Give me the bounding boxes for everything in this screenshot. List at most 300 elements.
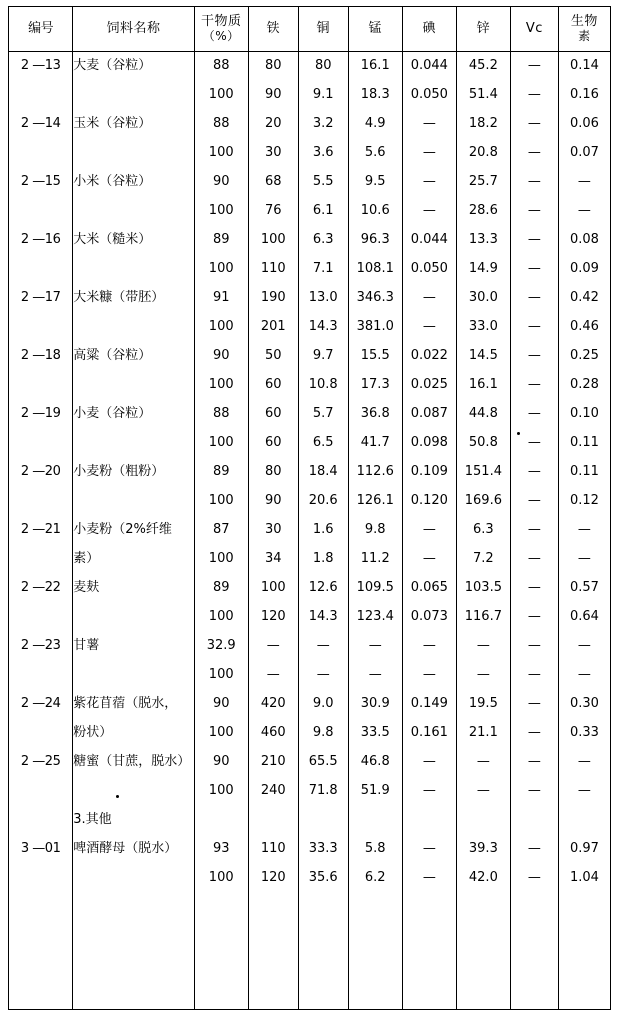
cell-dry-matter: 90 bbox=[194, 168, 248, 197]
table-row bbox=[9, 574, 611, 603]
cell-manganese: 109.5 bbox=[348, 574, 402, 603]
cell-empty bbox=[248, 980, 298, 1010]
cell-manganese: 9.8 bbox=[348, 516, 402, 545]
cell-iron: 210 bbox=[248, 748, 298, 777]
cell-iodine: 0.025 bbox=[402, 371, 456, 400]
cell-zinc: 30.0 bbox=[456, 284, 510, 313]
cell-zinc: 169.6 bbox=[456, 487, 510, 516]
cell-iron: 120 bbox=[248, 864, 298, 893]
cell-empty bbox=[456, 980, 510, 1010]
cell-vitamin-c: — bbox=[510, 516, 558, 545]
table-body bbox=[9, 52, 611, 1010]
cell-id: 2 —22 bbox=[9, 574, 73, 603]
cell-name: 大米（糙米） bbox=[73, 226, 194, 255]
table-row bbox=[9, 487, 611, 516]
cell-zinc: 28.6 bbox=[456, 197, 510, 226]
cell-copper: — bbox=[298, 661, 348, 690]
cell-biotin: 0.28 bbox=[558, 371, 610, 400]
cell-iron: 80 bbox=[248, 52, 298, 82]
cell-biotin: — bbox=[558, 661, 610, 690]
cell-biotin: 0.33 bbox=[558, 719, 610, 748]
cell-dry-matter: 89 bbox=[194, 458, 248, 487]
cell-id bbox=[9, 864, 73, 893]
cell-iodine: — bbox=[402, 777, 456, 806]
cell-dry-matter: 100 bbox=[194, 313, 248, 342]
cell-dry-matter: 100 bbox=[194, 255, 248, 284]
cell-name: 素） bbox=[73, 545, 194, 574]
cell-zinc: 13.3 bbox=[456, 226, 510, 255]
cell-vitamin-c: — bbox=[510, 255, 558, 284]
cell-manganese: 18.3 bbox=[348, 81, 402, 110]
column-header-vitamin-c: Vc bbox=[510, 7, 558, 52]
cell-copper: 9.8 bbox=[298, 719, 348, 748]
cell-name: 小麦粉（粗粉） bbox=[73, 458, 194, 487]
table-row bbox=[9, 516, 611, 545]
cell-manganese: 123.4 bbox=[348, 603, 402, 632]
cell-iron: 190 bbox=[248, 284, 298, 313]
cell-biotin: 1.04 bbox=[558, 864, 610, 893]
cell-biotin: 0.25 bbox=[558, 342, 610, 371]
cell-iron: 20 bbox=[248, 110, 298, 139]
cell-iodine: 0.149 bbox=[402, 690, 456, 719]
cell-empty bbox=[9, 806, 73, 835]
cell-biotin: 0.42 bbox=[558, 284, 610, 313]
cell-copper: 12.6 bbox=[298, 574, 348, 603]
cell-zinc: 50.8 bbox=[456, 429, 510, 458]
cell-zinc: 33.0 bbox=[456, 313, 510, 342]
table-row bbox=[9, 835, 611, 864]
cell-vitamin-c: — bbox=[510, 719, 558, 748]
cell-copper: 7.1 bbox=[298, 255, 348, 284]
cell-id: 2 —20 bbox=[9, 458, 73, 487]
table-row bbox=[9, 52, 611, 82]
cell-iodine: — bbox=[402, 110, 456, 139]
cell-iron: 460 bbox=[248, 719, 298, 748]
table-row bbox=[9, 748, 611, 777]
cell-dry-matter: 100 bbox=[194, 545, 248, 574]
cell-name: 大米糠（带胚） bbox=[73, 284, 194, 313]
cell-dry-matter: 100 bbox=[194, 777, 248, 806]
column-header-manganese: 锰 bbox=[348, 7, 402, 52]
cell-biotin: 0.11 bbox=[558, 458, 610, 487]
cell-empty bbox=[248, 951, 298, 980]
column-header-copper: 铜 bbox=[298, 7, 348, 52]
cell-iodine: — bbox=[402, 284, 456, 313]
cell-name bbox=[73, 429, 194, 458]
cell-iron: 30 bbox=[248, 139, 298, 168]
cell-manganese: 5.8 bbox=[348, 835, 402, 864]
column-header-dry-matter: 干物质 （%） bbox=[194, 7, 248, 52]
cell-vitamin-c: — bbox=[510, 632, 558, 661]
cell-id: 2 —24 bbox=[9, 690, 73, 719]
cell-manganese: 5.6 bbox=[348, 139, 402, 168]
cell-empty bbox=[558, 922, 610, 951]
cell-empty bbox=[558, 806, 610, 835]
cell-name: 小麦（谷粒） bbox=[73, 400, 194, 429]
cell-iodine: — bbox=[402, 748, 456, 777]
cell-zinc: 44.8 bbox=[456, 400, 510, 429]
cell-vitamin-c: — bbox=[510, 835, 558, 864]
table-row bbox=[9, 139, 611, 168]
cell-id bbox=[9, 81, 73, 110]
cell-iodine: 0.044 bbox=[402, 52, 456, 82]
cell-zinc: 116.7 bbox=[456, 603, 510, 632]
table-row bbox=[9, 313, 611, 342]
cell-empty bbox=[9, 951, 73, 980]
cell-manganese: 36.8 bbox=[348, 400, 402, 429]
cell-id: 2 —14 bbox=[9, 110, 73, 139]
scan-artifact-dot bbox=[116, 795, 119, 798]
cell-manganese: 346.3 bbox=[348, 284, 402, 313]
cell-iron: 60 bbox=[248, 371, 298, 400]
table-row bbox=[9, 661, 611, 690]
cell-name bbox=[73, 313, 194, 342]
cell-id bbox=[9, 719, 73, 748]
cell-iron: 240 bbox=[248, 777, 298, 806]
cell-empty bbox=[402, 951, 456, 980]
cell-empty bbox=[9, 922, 73, 951]
cell-vitamin-c: — bbox=[510, 139, 558, 168]
cell-biotin: 0.12 bbox=[558, 487, 610, 516]
cell-copper: 6.5 bbox=[298, 429, 348, 458]
cell-manganese: 51.9 bbox=[348, 777, 402, 806]
cell-name: 甘薯 bbox=[73, 632, 194, 661]
cell-iodine: 0.065 bbox=[402, 574, 456, 603]
cell-dry-matter: 88 bbox=[194, 110, 248, 139]
cell-zinc: 39.3 bbox=[456, 835, 510, 864]
cell-copper: 5.5 bbox=[298, 168, 348, 197]
cell-biotin: 0.08 bbox=[558, 226, 610, 255]
cell-zinc: 18.2 bbox=[456, 110, 510, 139]
cell-iodine: — bbox=[402, 516, 456, 545]
cell-iodine: — bbox=[402, 313, 456, 342]
cell-vitamin-c: — bbox=[510, 110, 558, 139]
cell-copper: 20.6 bbox=[298, 487, 348, 516]
column-header-name: 饲料名称 bbox=[73, 7, 194, 52]
cell-name: 粉状） bbox=[73, 719, 194, 748]
cell-name: 小米（谷粒） bbox=[73, 168, 194, 197]
cell-empty bbox=[402, 893, 456, 922]
cell-iron: 68 bbox=[248, 168, 298, 197]
cell-copper: 80 bbox=[298, 52, 348, 82]
cell-iodine: 0.073 bbox=[402, 603, 456, 632]
cell-iodine: 0.022 bbox=[402, 342, 456, 371]
table-row bbox=[9, 110, 611, 139]
cell-copper: 9.7 bbox=[298, 342, 348, 371]
cell-biotin: 0.09 bbox=[558, 255, 610, 284]
table-row bbox=[9, 371, 611, 400]
cell-id bbox=[9, 487, 73, 516]
table-row-empty bbox=[9, 893, 611, 922]
cell-vitamin-c: — bbox=[510, 603, 558, 632]
cell-vitamin-c: — bbox=[510, 342, 558, 371]
cell-zinc: 25.7 bbox=[456, 168, 510, 197]
cell-vitamin-c: — bbox=[510, 748, 558, 777]
table-row bbox=[9, 226, 611, 255]
cell-manganese: 126.1 bbox=[348, 487, 402, 516]
cell-vitamin-c: — bbox=[510, 545, 558, 574]
column-header-zinc: 锌 bbox=[456, 7, 510, 52]
cell-empty bbox=[73, 980, 194, 1010]
cell-vitamin-c: — bbox=[510, 574, 558, 603]
cell-vitamin-c: — bbox=[510, 81, 558, 110]
cell-manganese: 96.3 bbox=[348, 226, 402, 255]
table-row bbox=[9, 719, 611, 748]
cell-empty bbox=[510, 980, 558, 1010]
scan-artifact-dot-2 bbox=[517, 432, 520, 435]
cell-zinc: — bbox=[456, 777, 510, 806]
cell-dry-matter: 100 bbox=[194, 487, 248, 516]
cell-name: 大麦（谷粒） bbox=[73, 52, 194, 82]
cell-zinc: 14.9 bbox=[456, 255, 510, 284]
cell-empty bbox=[510, 951, 558, 980]
cell-dry-matter: 89 bbox=[194, 574, 248, 603]
cell-dry-matter: 88 bbox=[194, 400, 248, 429]
cell-iron: 201 bbox=[248, 313, 298, 342]
cell-empty bbox=[558, 951, 610, 980]
cell-biotin: 0.30 bbox=[558, 690, 610, 719]
cell-empty bbox=[298, 922, 348, 951]
cell-dry-matter: 100 bbox=[194, 603, 248, 632]
header-row bbox=[9, 7, 611, 52]
table-row bbox=[9, 545, 611, 574]
cell-biotin: 0.16 bbox=[558, 81, 610, 110]
cell-empty bbox=[456, 951, 510, 980]
cell-id: 2 —13 bbox=[9, 52, 73, 82]
cell-iron: — bbox=[248, 661, 298, 690]
cell-id: 3 —01 bbox=[9, 835, 73, 864]
cell-iron: 60 bbox=[248, 400, 298, 429]
column-header-iron: 铁 bbox=[248, 7, 298, 52]
cell-zinc: 21.1 bbox=[456, 719, 510, 748]
cell-vitamin-c: — bbox=[510, 429, 558, 458]
cell-id bbox=[9, 429, 73, 458]
cell-empty bbox=[298, 980, 348, 1010]
cell-biotin: — bbox=[558, 748, 610, 777]
cell-copper: 3.2 bbox=[298, 110, 348, 139]
cell-zinc: 45.2 bbox=[456, 52, 510, 82]
cell-biotin: — bbox=[558, 545, 610, 574]
cell-dry-matter: 90 bbox=[194, 690, 248, 719]
table-row bbox=[9, 255, 611, 284]
cell-manganese: 46.8 bbox=[348, 748, 402, 777]
cell-id: 2 —19 bbox=[9, 400, 73, 429]
cell-name: 啤酒酵母（脱水） bbox=[73, 835, 194, 864]
table-row bbox=[9, 603, 611, 632]
cell-iodine: — bbox=[402, 864, 456, 893]
cell-copper: 6.3 bbox=[298, 226, 348, 255]
cell-biotin: 0.10 bbox=[558, 400, 610, 429]
cell-vitamin-c: — bbox=[510, 690, 558, 719]
cell-id bbox=[9, 197, 73, 226]
cell-empty bbox=[402, 980, 456, 1010]
cell-copper: — bbox=[298, 632, 348, 661]
cell-name bbox=[73, 487, 194, 516]
cell-id: 2 —16 bbox=[9, 226, 73, 255]
cell-zinc: 19.5 bbox=[456, 690, 510, 719]
cell-empty bbox=[248, 922, 298, 951]
cell-empty bbox=[194, 922, 248, 951]
cell-manganese: 108.1 bbox=[348, 255, 402, 284]
cell-biotin: 0.06 bbox=[558, 110, 610, 139]
table-row bbox=[9, 81, 611, 110]
cell-manganese: 33.5 bbox=[348, 719, 402, 748]
cell-iodine: — bbox=[402, 139, 456, 168]
cell-empty bbox=[456, 806, 510, 835]
cell-biotin: — bbox=[558, 632, 610, 661]
cell-copper: 18.4 bbox=[298, 458, 348, 487]
cell-biotin: — bbox=[558, 197, 610, 226]
cell-empty bbox=[194, 951, 248, 980]
cell-iron: 420 bbox=[248, 690, 298, 719]
cell-biotin: — bbox=[558, 168, 610, 197]
cell-vitamin-c: — bbox=[510, 864, 558, 893]
cell-name: 玉米（谷粒） bbox=[73, 110, 194, 139]
cell-iron: 60 bbox=[248, 429, 298, 458]
cell-empty bbox=[194, 806, 248, 835]
cell-name bbox=[73, 603, 194, 632]
cell-vitamin-c: — bbox=[510, 371, 558, 400]
cell-iron: 120 bbox=[248, 603, 298, 632]
cell-manganese: 16.1 bbox=[348, 52, 402, 82]
cell-iron: 34 bbox=[248, 545, 298, 574]
cell-manganese: 381.0 bbox=[348, 313, 402, 342]
table-row bbox=[9, 632, 611, 661]
cell-manganese: 112.6 bbox=[348, 458, 402, 487]
cell-iodine: 0.044 bbox=[402, 226, 456, 255]
cell-vitamin-c: — bbox=[510, 197, 558, 226]
cell-name bbox=[73, 81, 194, 110]
cell-vitamin-c: — bbox=[510, 284, 558, 313]
cell-copper: 35.6 bbox=[298, 864, 348, 893]
cell-manganese: 11.2 bbox=[348, 545, 402, 574]
cell-copper: 6.1 bbox=[298, 197, 348, 226]
cell-zinc: 42.0 bbox=[456, 864, 510, 893]
cell-name: 麦麸 bbox=[73, 574, 194, 603]
table-header bbox=[9, 7, 611, 52]
cell-iron: 50 bbox=[248, 342, 298, 371]
table-row bbox=[9, 458, 611, 487]
cell-copper: 13.0 bbox=[298, 284, 348, 313]
cell-copper: 9.1 bbox=[298, 81, 348, 110]
cell-dry-matter: 100 bbox=[194, 429, 248, 458]
cell-empty bbox=[456, 922, 510, 951]
cell-zinc: 103.5 bbox=[456, 574, 510, 603]
cell-copper: 65.5 bbox=[298, 748, 348, 777]
table-row bbox=[9, 864, 611, 893]
cell-name: 糖蜜（甘蔗，脱水） bbox=[73, 748, 194, 777]
cell-biotin: 0.64 bbox=[558, 603, 610, 632]
cell-zinc: 16.1 bbox=[456, 371, 510, 400]
cell-dry-matter: 90 bbox=[194, 748, 248, 777]
cell-manganese: — bbox=[348, 661, 402, 690]
cell-id: 2 —17 bbox=[9, 284, 73, 313]
cell-name bbox=[73, 777, 194, 806]
cell-empty bbox=[348, 806, 402, 835]
cell-iron: 100 bbox=[248, 574, 298, 603]
cell-dry-matter: 93 bbox=[194, 835, 248, 864]
cell-iron: 100 bbox=[248, 226, 298, 255]
cell-name bbox=[73, 661, 194, 690]
cell-empty bbox=[298, 893, 348, 922]
column-header-iodine: 碘 bbox=[402, 7, 456, 52]
cell-empty bbox=[348, 922, 402, 951]
cell-copper: 14.3 bbox=[298, 603, 348, 632]
cell-copper: 9.0 bbox=[298, 690, 348, 719]
cell-manganese: 4.9 bbox=[348, 110, 402, 139]
cell-empty bbox=[348, 893, 402, 922]
cell-biotin: 0.46 bbox=[558, 313, 610, 342]
cell-manganese: 6.2 bbox=[348, 864, 402, 893]
cell-dry-matter: 91 bbox=[194, 284, 248, 313]
feed-nutrient-table bbox=[8, 6, 611, 1010]
cell-zinc: 51.4 bbox=[456, 81, 510, 110]
cell-iron: 30 bbox=[248, 516, 298, 545]
cell-id: 2 —23 bbox=[9, 632, 73, 661]
cell-vitamin-c: — bbox=[510, 168, 558, 197]
cell-empty bbox=[402, 922, 456, 951]
cell-iodine: 0.050 bbox=[402, 81, 456, 110]
cell-empty bbox=[558, 893, 610, 922]
cell-iodine: 0.109 bbox=[402, 458, 456, 487]
cell-name bbox=[73, 371, 194, 400]
cell-id bbox=[9, 545, 73, 574]
cell-dry-matter: 87 bbox=[194, 516, 248, 545]
cell-empty bbox=[348, 980, 402, 1010]
cell-id: 2 —18 bbox=[9, 342, 73, 371]
cell-zinc: 151.4 bbox=[456, 458, 510, 487]
cell-name: 小麦粉（2%纤维 bbox=[73, 516, 194, 545]
cell-iodine: — bbox=[402, 545, 456, 574]
cell-name bbox=[73, 255, 194, 284]
cell-iron: 110 bbox=[248, 255, 298, 284]
table-row-empty bbox=[9, 951, 611, 980]
cell-vitamin-c: — bbox=[510, 661, 558, 690]
cell-dry-matter: 89 bbox=[194, 226, 248, 255]
cell-dry-matter: 100 bbox=[194, 81, 248, 110]
cell-id: 2 —25 bbox=[9, 748, 73, 777]
cell-empty bbox=[73, 893, 194, 922]
cell-empty bbox=[248, 893, 298, 922]
cell-biotin: 0.57 bbox=[558, 574, 610, 603]
cell-dry-matter: 100 bbox=[194, 139, 248, 168]
cell-manganese: 9.5 bbox=[348, 168, 402, 197]
cell-id bbox=[9, 313, 73, 342]
cell-empty bbox=[510, 922, 558, 951]
cell-id bbox=[9, 139, 73, 168]
cell-id bbox=[9, 255, 73, 284]
cell-id bbox=[9, 661, 73, 690]
cell-vitamin-c: — bbox=[510, 777, 558, 806]
cell-empty bbox=[248, 806, 298, 835]
cell-zinc: 14.5 bbox=[456, 342, 510, 371]
table-row bbox=[9, 284, 611, 313]
table-row-empty bbox=[9, 980, 611, 1010]
cell-iodine: 0.120 bbox=[402, 487, 456, 516]
cell-copper: 3.6 bbox=[298, 139, 348, 168]
cell-zinc: — bbox=[456, 661, 510, 690]
cell-zinc: 6.3 bbox=[456, 516, 510, 545]
cell-iodine: — bbox=[402, 168, 456, 197]
cell-vitamin-c: — bbox=[510, 487, 558, 516]
cell-manganese: 15.5 bbox=[348, 342, 402, 371]
cell-dry-matter: 32.9 bbox=[194, 632, 248, 661]
cell-zinc: 20.8 bbox=[456, 139, 510, 168]
cell-iodine: 0.161 bbox=[402, 719, 456, 748]
cell-iron: — bbox=[248, 632, 298, 661]
cell-id bbox=[9, 777, 73, 806]
cell-empty bbox=[9, 980, 73, 1010]
